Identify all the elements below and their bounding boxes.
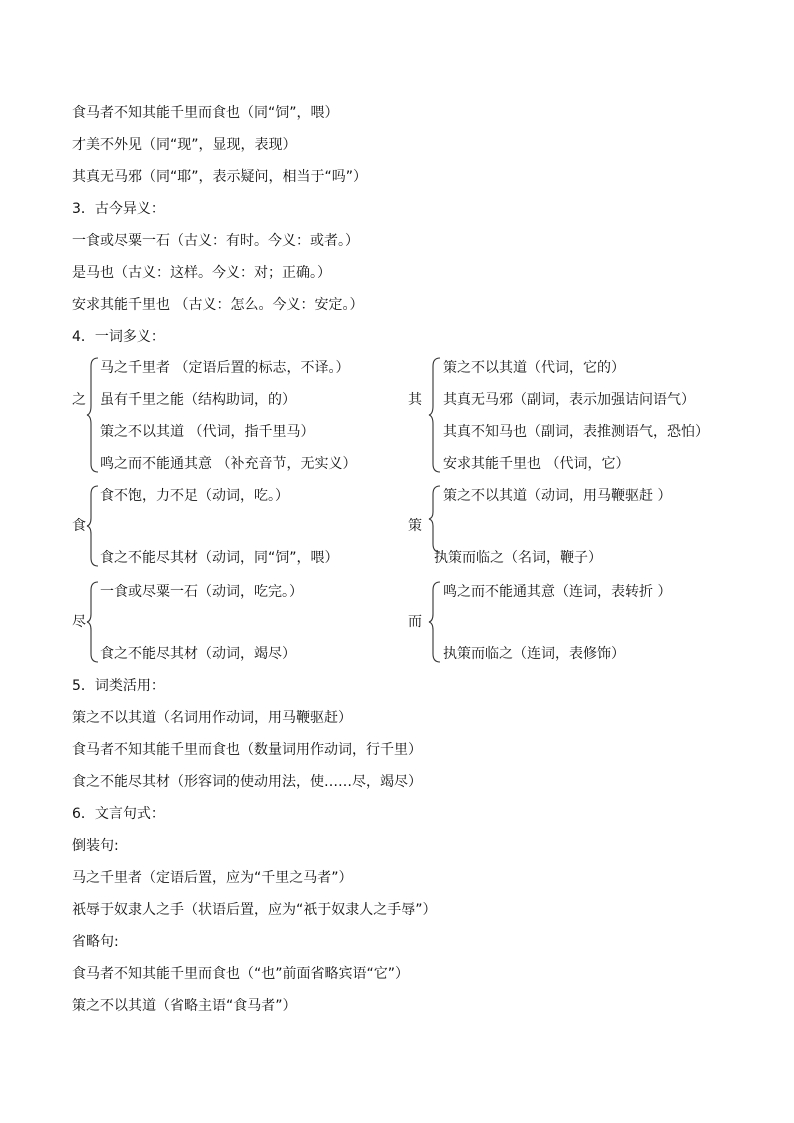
brace-ce	[428, 484, 442, 554]
polysemy-item: 执策而临之（连词，表修饰）	[443, 646, 625, 662]
polysemy-item: 一食或尽粟一石（动词，吃完。）	[100, 584, 303, 600]
subsection-label: 省略句:	[72, 934, 119, 950]
polysemy-item: 其真不知马也（副词，表推测语气，恐怕）	[443, 424, 709, 440]
section-heading: 5．词类活用：	[72, 678, 165, 694]
polysemy-item: 策之不以其道（代词，它的）	[443, 360, 625, 376]
polysemy-char-er: 而	[408, 614, 422, 630]
text-line: 其真无马邪（同“耶”，表示疑问，相当于“吗”）	[72, 169, 368, 185]
brace-shi	[86, 484, 100, 568]
text-line: 食之不能尽其材（形容词的使动用法，使……尽，竭尽）	[72, 774, 422, 790]
brace-jin	[86, 580, 100, 664]
section-heading: 3．古今异义：	[72, 201, 165, 217]
text-line: 才美不外见（同“现”，显现，表现）	[72, 137, 297, 153]
brace-qi	[428, 356, 442, 474]
polysemy-char-jin: 尽	[72, 614, 86, 630]
text-line: 安求其能千里也 （古义：怎么。今义：安定。）	[72, 297, 364, 313]
text-line: 策之不以其道（省略主语“食马者”）	[72, 998, 297, 1014]
text-line: 食马者不知其能千里而食也（数量词用作动词，行千里）	[72, 742, 422, 758]
polysemy-char-ce: 策	[408, 518, 422, 534]
polysemy-item: 虽有千里之能（结构助词，的）	[100, 392, 296, 408]
polysemy-char-zhi: 之	[72, 392, 86, 408]
polysemy-item: 策之不以其道 （代词，指千里马）	[100, 424, 315, 440]
polysemy-item: 鸣之而不能通其意 （补充音节，无实义）	[100, 456, 357, 472]
polysemy-item: 食之不能尽其材（动词，竭尽）	[100, 646, 296, 662]
polysemy-item: 策之不以其道（动词，用马鞭驱赶 ）	[443, 488, 672, 504]
text-line: 策之不以其道（名词用作动词，用马鞭驱赶）	[72, 710, 352, 726]
polysemy-item: 其真无马邪（副词，表示加强诘问语气）	[443, 392, 695, 408]
text-line: 祇辱于奴隶人之手（状语后置，应为“祇于奴隶人之手辱”）	[72, 902, 437, 918]
text-line: 马之千里者（定语后置，应为“千里之马者”）	[72, 870, 353, 886]
polysemy-item: 食之不能尽其材（动词，同“饲”，喂）	[100, 550, 339, 566]
text-line: 食马者不知其能千里而食也（“也”前面省略宾语“它”）	[72, 966, 410, 982]
text-line: 是马也（古义：这样。今义：对；正确。）	[72, 265, 331, 281]
subsection-label: 倒装句:	[72, 838, 119, 854]
text-line: 食马者不知其能千里而食也（同“饲”，喂）	[72, 105, 339, 121]
polysemy-char-shi: 食	[72, 518, 86, 534]
polysemy-item: 执策而临之（名词，鞭子）	[434, 550, 602, 566]
polysemy-item: 马之千里者 （定语后置的标志，不译。）	[100, 360, 350, 376]
section-heading: 6．文言句式：	[72, 806, 165, 822]
polysemy-item: 鸣之而不能通其意（连词，表转折 ）	[443, 584, 672, 600]
text-line: 一食或尽粟一石（古义：有时。今义：或者。）	[72, 233, 359, 249]
brace-er	[428, 580, 442, 664]
polysemy-char-qi: 其	[408, 392, 422, 408]
section-heading: 4．一词多义：	[72, 329, 165, 345]
brace-zhi	[86, 356, 100, 474]
polysemy-item: 安求其能千里也 （代词，它）	[443, 456, 630, 472]
polysemy-item: 食不饱，力不足（动词，吃。）	[100, 488, 289, 504]
